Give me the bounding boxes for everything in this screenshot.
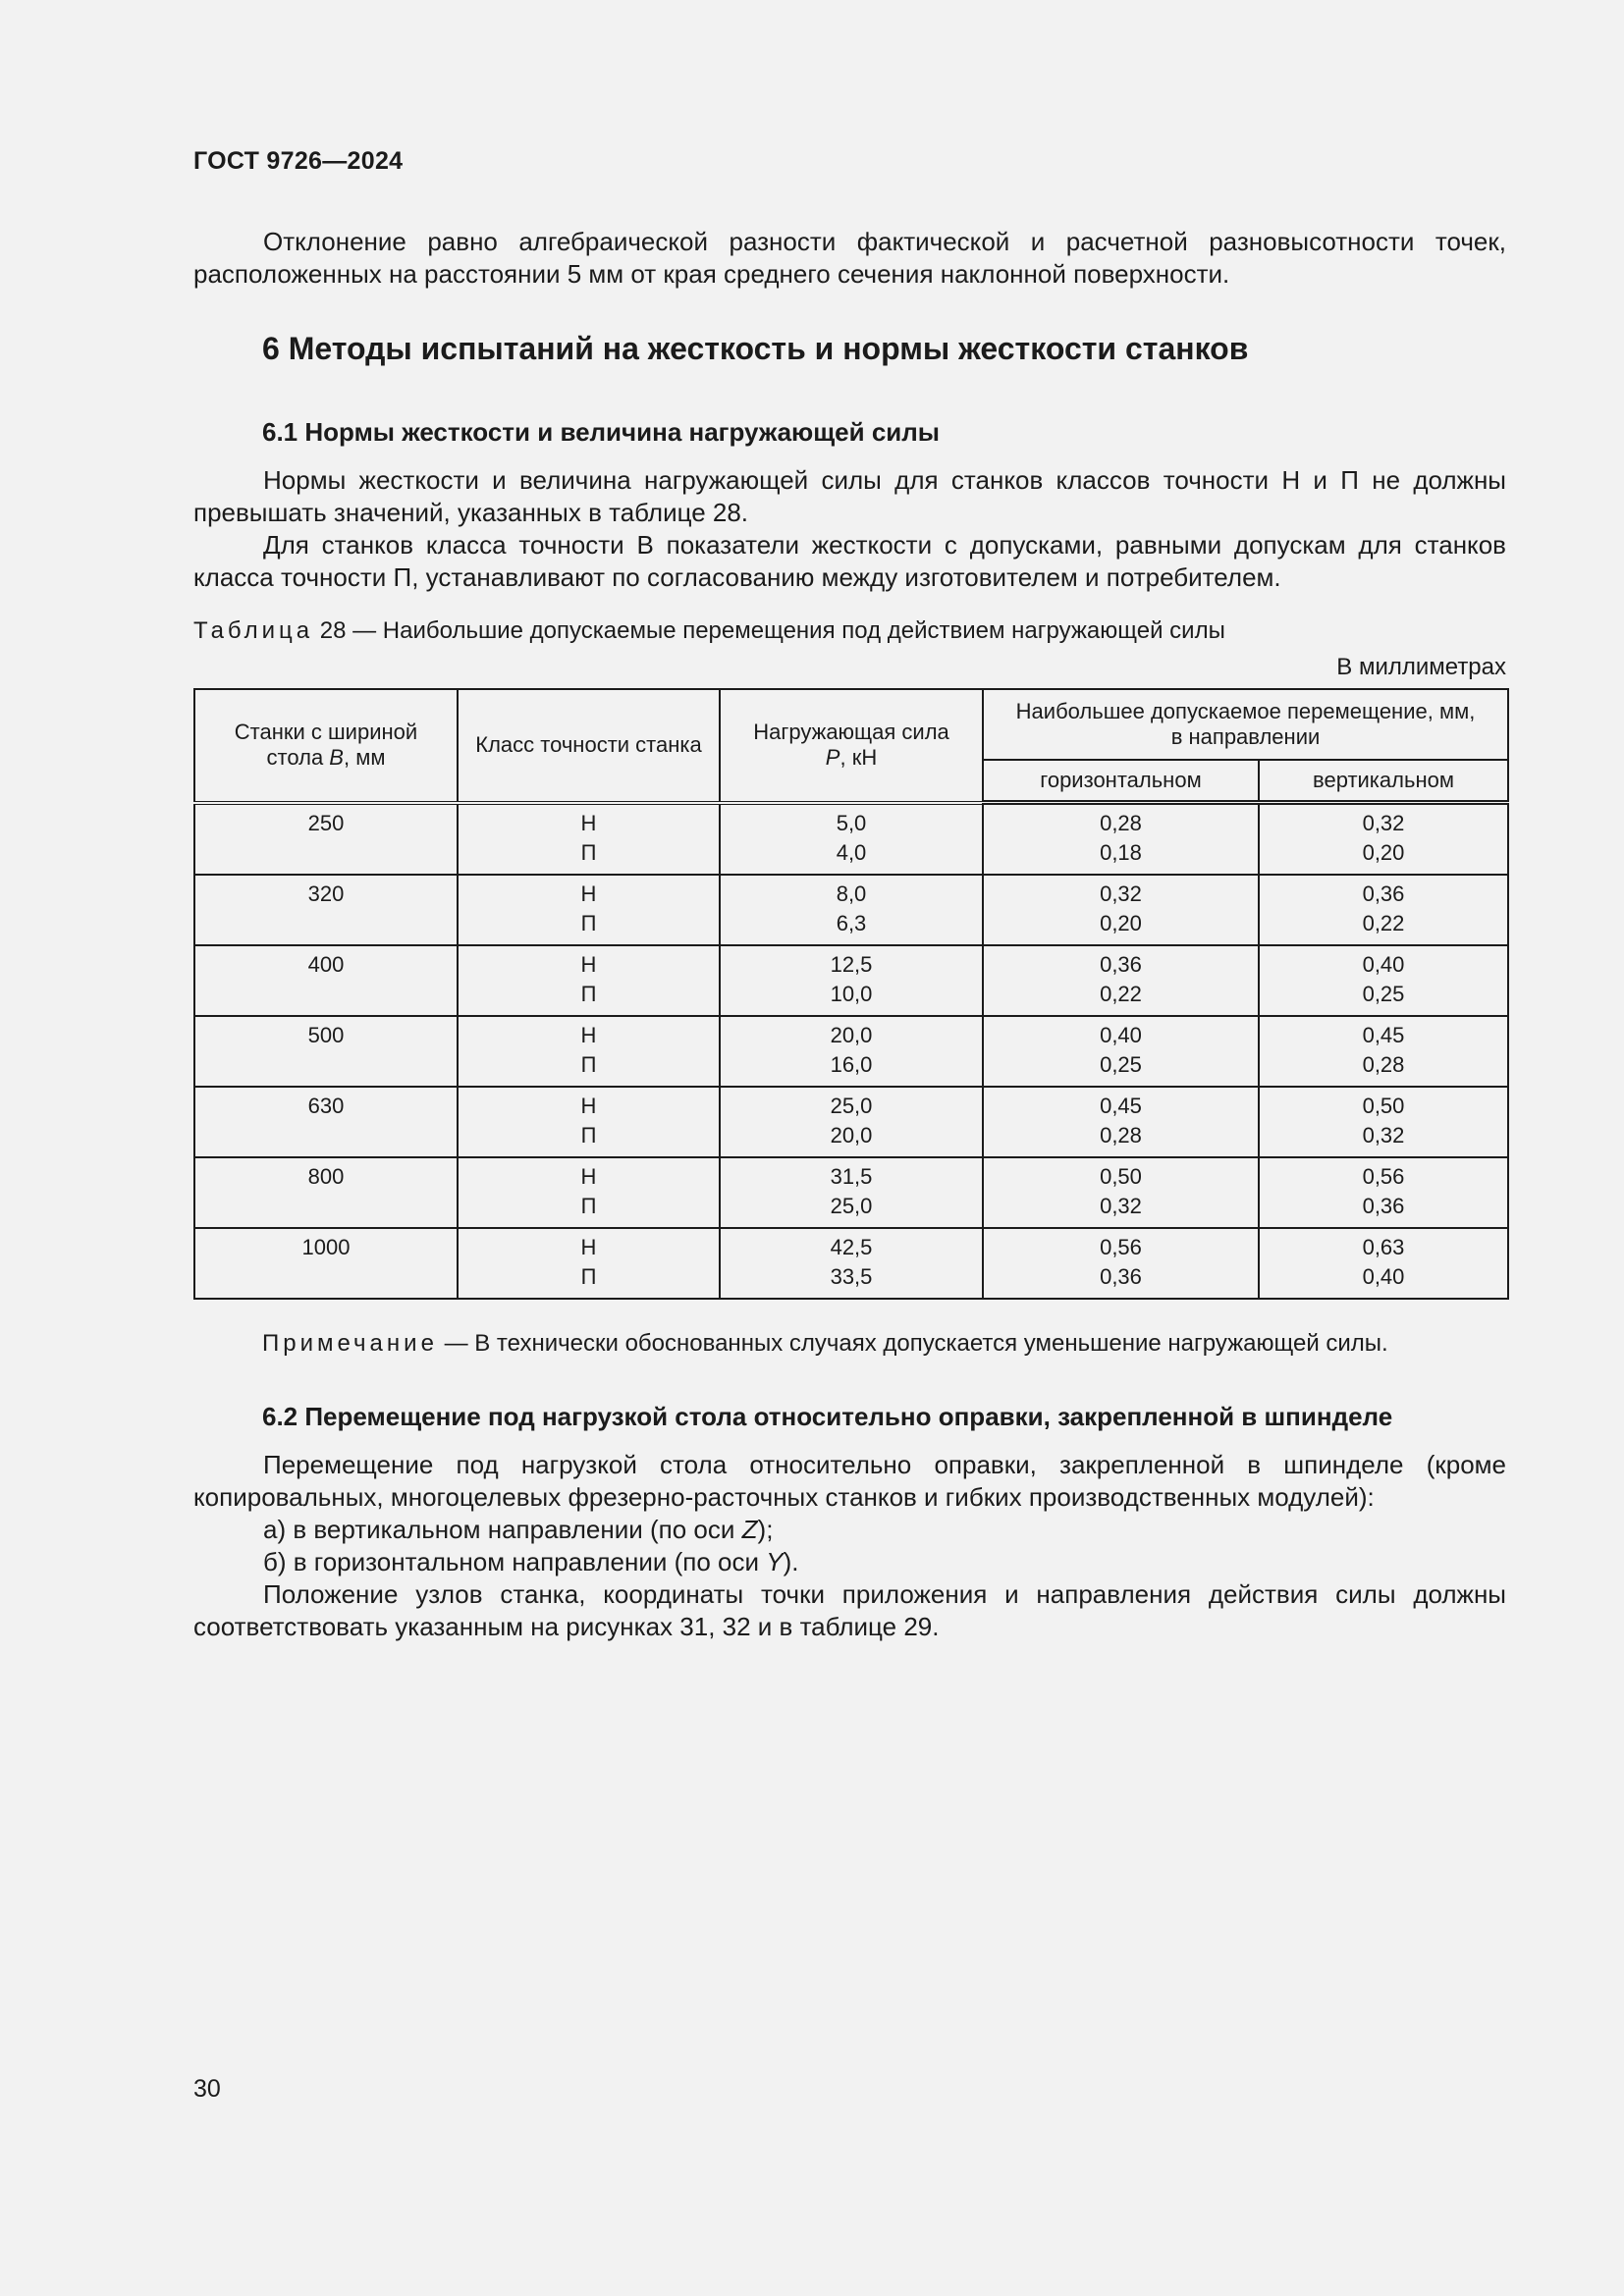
section-6-1-paragraph-2: Для станков класса точности В показатели жесткости с допусками, равными допускам для станков класса точности П, устанавливают по согласованию между изготовителем и потребителем. — [193, 530, 1506, 592]
cell-width — [194, 1228, 458, 1299]
cell-value: 6,3 — [836, 911, 867, 935]
cell-class — [458, 1157, 720, 1228]
cell-value: 0,20 — [1100, 911, 1142, 935]
cell-value: 0,18 — [1100, 840, 1142, 865]
cell-class — [458, 1016, 720, 1087]
cell-width — [194, 1016, 458, 1087]
cell-value: Н — [580, 952, 597, 977]
cell-value: 400 — [307, 952, 345, 977]
table-row — [194, 945, 1508, 1016]
table-note — [262, 1330, 1388, 1358]
cell-value: 12,5 — [830, 952, 873, 977]
cell-class — [458, 875, 720, 945]
cell-value: 4,0 — [836, 839, 867, 865]
cell-value: В — [329, 745, 344, 771]
cell-vertical — [1259, 1228, 1508, 1299]
header-vertical: вертикальном — [1259, 760, 1508, 803]
document-header: ГОСТ 9726—2024 — [193, 147, 404, 175]
cell-class — [458, 1228, 720, 1299]
cell-value: Н — [580, 1164, 597, 1189]
section-6-2-paragraph-1: Перемещение под нагрузкой стола относительно оправки, закрепленной в шпинделе (кроме копировальных, многоцелевых фрезерно-расточных станков и гибких производственных модулей): — [193, 1450, 1506, 1512]
cell-value: П — [580, 839, 597, 865]
table-units: В миллиметрах — [1336, 654, 1506, 680]
cell-value: 630 — [307, 1094, 345, 1118]
table-caption-label: Таблица — [193, 617, 314, 644]
cell-force — [720, 803, 983, 876]
cell-width — [194, 803, 458, 876]
cell-value: 0,22 — [1362, 911, 1405, 935]
cell-vertical — [1259, 1016, 1508, 1087]
cell-value: П — [580, 1052, 597, 1077]
cell-value: ); — [757, 1515, 774, 1544]
table-row — [194, 1016, 1508, 1087]
section-6-1-body — [193, 464, 1506, 594]
cell-value: Z — [741, 1515, 758, 1544]
cell-vertical — [1259, 945, 1508, 1016]
cell-force — [720, 1016, 983, 1087]
header-horizontal: горизонтальном — [983, 760, 1259, 803]
cell-width — [194, 945, 458, 1016]
cell-value: 0,50 — [1100, 1164, 1142, 1189]
section-6-1-title: 6.1 Нормы жесткости и величина нагружающей силы — [262, 417, 941, 447]
cell-value: 0,20 — [1362, 840, 1405, 865]
cell-value: ). — [783, 1547, 799, 1576]
table-caption-text: 28 — Наибольшие допускаемые перемещения под действием нагружающей силы — [313, 617, 1225, 644]
note-text: — В технически обоснованных случаях допускается уменьшение нагружающей силы. — [437, 1330, 1388, 1357]
cell-value: П — [580, 982, 597, 1006]
cell-value — [727, 745, 976, 771]
cell-value: 0,63 — [1362, 1235, 1405, 1259]
cell-value: Н — [580, 1094, 597, 1118]
cell-value: 0,45 — [1100, 1094, 1142, 1118]
cell-value: 0,56 — [1362, 1164, 1405, 1189]
cell-value: 0,36 — [1362, 881, 1405, 906]
cell-value: Н — [580, 810, 597, 835]
cell-value: а) в вертикальном направлении (по оси — [263, 1515, 742, 1544]
cell-value: 500 — [307, 1023, 345, 1047]
cell-value: Наибольшее допускаемое перемещение, мм, — [1015, 699, 1476, 723]
cell-value: П — [580, 911, 597, 935]
cell-value: П — [580, 1194, 597, 1218]
cell-value: 31,5 — [830, 1164, 873, 1189]
cell-value: 0,40 — [1362, 952, 1405, 977]
cell-value: 0,45 — [1362, 1023, 1405, 1047]
header-max-displacement — [983, 689, 1508, 760]
section-6-2-body — [193, 1449, 1506, 1643]
section-6-1-paragraph-1: Нормы жесткости и величина нагружающей силы для станков классов точности Н и П не должны превышать значений, указанных в таблице 28. — [193, 465, 1506, 527]
table-caption — [193, 617, 1225, 645]
cell-force — [720, 945, 983, 1016]
cell-horizontal — [983, 945, 1259, 1016]
cell-value: 33,5 — [830, 1264, 873, 1289]
cell-value: 20,0 — [830, 1123, 873, 1148]
table-row — [194, 1228, 1508, 1299]
cell-force — [720, 1228, 983, 1299]
cell-value: 0,22 — [1100, 982, 1142, 1006]
cell-width — [194, 875, 458, 945]
cell-value: 250 — [307, 810, 345, 835]
cell-value: Y — [766, 1547, 784, 1576]
cell-value: 42,5 — [830, 1235, 873, 1259]
cell-value: 0,50 — [1362, 1094, 1405, 1118]
cell-value: в направлении — [1170, 724, 1321, 749]
table-row — [194, 1087, 1508, 1157]
cell-value: 16,0 — [830, 1052, 873, 1077]
list-item-b — [193, 1546, 1506, 1578]
cell-value: 0,32 — [1100, 881, 1142, 906]
cell-value: Станки с шириной — [234, 720, 418, 745]
section-6-2-paragraph-2: Положение узлов станка, координаты точки приложения и направления действия силы должны соответствовать указанным на рисунках 31, 32 и в таблице 29. — [193, 1579, 1506, 1641]
cell-horizontal — [983, 1016, 1259, 1087]
cell-value: 0,32 — [1362, 811, 1405, 835]
cell-horizontal — [983, 1087, 1259, 1157]
cell-value: 8,0 — [836, 881, 867, 906]
cell-vertical — [1259, 1157, 1508, 1228]
cell-value: Р — [825, 745, 840, 771]
cell-value: 0,28 — [1100, 811, 1142, 835]
cell-value: 5,0 — [836, 810, 867, 835]
cell-value: стола — [266, 745, 330, 771]
cell-force — [720, 1087, 983, 1157]
intro-paragraph — [193, 226, 1506, 291]
cell-value: б) в горизонтальном направлении (по оси — [263, 1547, 767, 1576]
cell-force — [720, 875, 983, 945]
section-6-title: 6 Методы испытаний на жесткость и нормы жесткости станков — [262, 331, 1249, 366]
cell-value: 0,32 — [1362, 1123, 1405, 1148]
cell-width — [194, 1087, 458, 1157]
cell-value: 0,36 — [1100, 952, 1142, 977]
cell-vertical — [1259, 803, 1508, 876]
cell-horizontal — [983, 1228, 1259, 1299]
cell-horizontal — [983, 1157, 1259, 1228]
cell-value: 0,25 — [1362, 982, 1405, 1006]
cell-value: 25,0 — [830, 1194, 873, 1218]
cell-value: 0,28 — [1100, 1123, 1142, 1148]
list-item-a — [193, 1514, 1506, 1546]
table-row — [194, 875, 1508, 945]
cell-value: Н — [580, 881, 597, 906]
table-row — [194, 1157, 1508, 1228]
cell-value: 20,0 — [830, 1023, 873, 1047]
stiffness-table — [193, 688, 1509, 1300]
cell-value: 0,36 — [1362, 1194, 1405, 1218]
header-accuracy-class: Класс точности станка — [458, 689, 720, 803]
cell-value: 320 — [307, 881, 345, 906]
cell-value: 800 — [307, 1164, 345, 1189]
cell-horizontal — [983, 803, 1259, 876]
cell-horizontal — [983, 875, 1259, 945]
cell-class — [458, 1087, 720, 1157]
header-table-width — [194, 689, 458, 803]
cell-class — [458, 803, 720, 876]
cell-width — [194, 1157, 458, 1228]
cell-vertical — [1259, 1087, 1508, 1157]
note-label: Примечание — [262, 1330, 438, 1357]
cell-value: Н — [580, 1235, 597, 1259]
cell-value: 0,25 — [1100, 1052, 1142, 1077]
cell-value: 0,40 — [1100, 1023, 1142, 1047]
cell-value: , кН — [839, 745, 878, 771]
cell-value: 10,0 — [830, 982, 873, 1006]
cell-class — [458, 945, 720, 1016]
cell-value: 0,36 — [1100, 1264, 1142, 1289]
page-number: 30 — [193, 2075, 221, 2103]
cell-force — [720, 1157, 983, 1228]
cell-value: 0,28 — [1362, 1052, 1405, 1077]
cell-value — [201, 745, 451, 771]
cell-vertical — [1259, 875, 1508, 945]
cell-value: Н — [580, 1023, 597, 1047]
cell-value: П — [580, 1264, 597, 1289]
intro-text: Отклонение равно алгебраической разности фактической и расчетной разновысотности точек, расположенных на расстоянии 5 мм от края среднего сечения наклонной поверхности. — [193, 227, 1506, 289]
section-6-2-title: 6.2 Перемещение под нагрузкой стола относительно оправки, закрепленной в шпинделе — [262, 1402, 1393, 1431]
header-load-force — [720, 689, 983, 803]
cell-value: П — [580, 1123, 597, 1148]
cell-value: 0,32 — [1100, 1194, 1142, 1218]
cell-value: 0,56 — [1100, 1235, 1142, 1259]
cell-value: 1000 — [301, 1235, 351, 1259]
cell-value: , мм — [343, 745, 386, 771]
cell-value: 25,0 — [830, 1094, 873, 1118]
table-row — [194, 803, 1508, 876]
cell-value: Нагружающая сила — [753, 720, 949, 745]
cell-value: 0,40 — [1362, 1264, 1405, 1289]
